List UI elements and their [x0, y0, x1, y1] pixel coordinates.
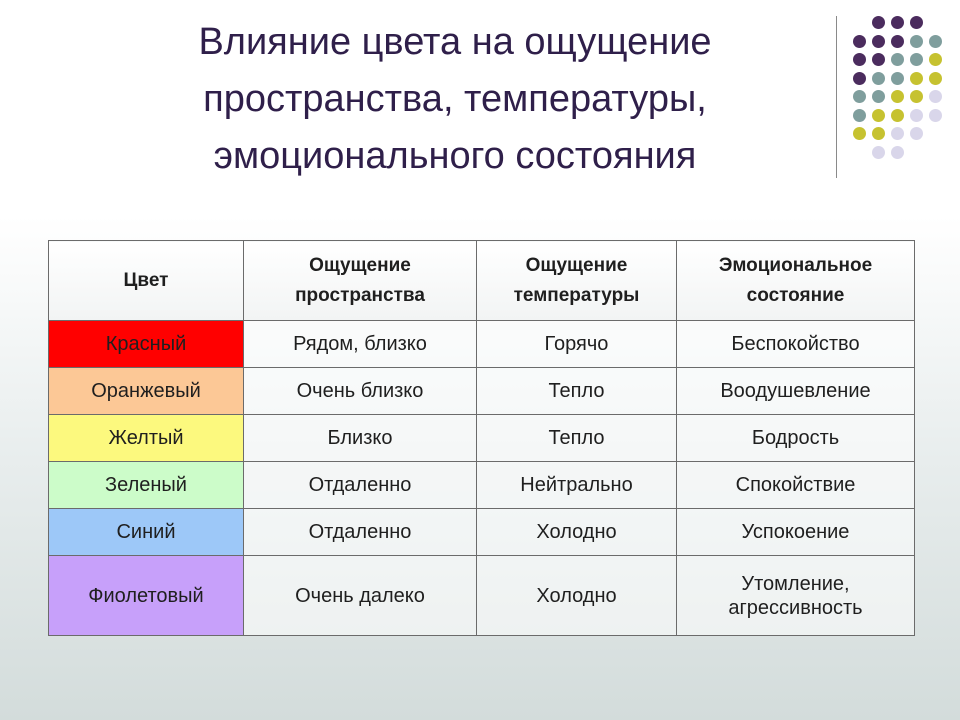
cell-temperature: Тепло — [477, 415, 677, 462]
cell-temperature: Горячо — [477, 321, 677, 368]
decorative-dot — [910, 72, 923, 85]
cell-space: Отдаленно — [244, 509, 477, 556]
cell-color: Зеленый — [49, 462, 244, 509]
cell-emotion: Воодушевление — [677, 368, 915, 415]
cell-space: Отдаленно — [244, 462, 477, 509]
decorative-dot — [910, 53, 923, 66]
table-row — [49, 509, 915, 556]
decorative-dot — [853, 109, 866, 122]
table-row — [49, 368, 915, 415]
decorative-dot — [891, 90, 904, 103]
table-header-row — [49, 241, 915, 321]
cell-emotion: Успокоение — [677, 509, 915, 556]
decorative-dot — [853, 35, 866, 48]
cell-color: Оранжевый — [49, 368, 244, 415]
decorative-dot — [872, 90, 885, 103]
decorative-dot — [872, 146, 885, 159]
decorative-dot — [929, 72, 942, 85]
decorative-dot — [891, 53, 904, 66]
decorative-dot — [853, 90, 866, 103]
table-row — [49, 462, 915, 509]
decorative-dot — [929, 35, 942, 48]
title-line-3: эмоционального состояния — [213, 135, 697, 177]
decorative-dot — [891, 109, 904, 122]
decorative-dot — [910, 90, 923, 103]
decorative-dot — [910, 35, 923, 48]
cell-temperature: Холодно — [477, 509, 677, 556]
table-row — [49, 321, 915, 368]
decorative-dot — [929, 90, 942, 103]
decorative-dot — [891, 146, 904, 159]
cell-emotion: Бодрость — [677, 415, 915, 462]
header-temperature: Ощущение температуры — [477, 241, 677, 321]
slide-title — [90, 14, 820, 185]
decorative-dot — [872, 53, 885, 66]
decorative-divider — [836, 16, 837, 178]
cell-space: Близко — [244, 415, 477, 462]
title-line-2: пространства, температуры, — [203, 78, 707, 120]
cell-temperature: Тепло — [477, 368, 677, 415]
decorative-dot — [853, 72, 866, 85]
decorative-dot — [910, 127, 923, 140]
decorative-dot — [891, 35, 904, 48]
header-color: Цвет — [49, 241, 244, 321]
cell-color: Синий — [49, 509, 244, 556]
cell-space: Рядом, близко — [244, 321, 477, 368]
header-space: Ощущение пространства — [244, 241, 477, 321]
cell-emotion: Спокойствие — [677, 462, 915, 509]
decorative-dot — [872, 35, 885, 48]
color-influence-table — [48, 240, 915, 636]
decorative-dot — [872, 127, 885, 140]
decorative-dot — [910, 109, 923, 122]
decorative-dot — [872, 72, 885, 85]
decorative-dot — [872, 109, 885, 122]
table-row — [49, 556, 915, 636]
table-row — [49, 415, 915, 462]
decorative-dot — [853, 127, 866, 140]
cell-temperature: Холодно — [477, 556, 677, 636]
decorative-dot — [853, 53, 866, 66]
cell-color: Красный — [49, 321, 244, 368]
decorative-dot — [891, 127, 904, 140]
cell-color: Желтый — [49, 415, 244, 462]
decorative-dot — [929, 53, 942, 66]
cell-emotion: Беспокойство — [677, 321, 915, 368]
decorative-dot — [910, 16, 923, 29]
cell-temperature: Нейтрально — [477, 462, 677, 509]
cell-color: Фиолетовый — [49, 556, 244, 636]
cell-emotion: Утомление, агрессивность — [677, 556, 915, 636]
decorative-dot — [891, 72, 904, 85]
decorative-dot — [891, 16, 904, 29]
decorative-dot — [872, 16, 885, 29]
cell-space: Очень далеко — [244, 556, 477, 636]
title-line-1: Влияние цвета на ощущение — [198, 21, 712, 63]
cell-space: Очень близко — [244, 368, 477, 415]
decorative-dot — [929, 109, 942, 122]
header-emotion: Эмоциональное состояние — [677, 241, 915, 321]
